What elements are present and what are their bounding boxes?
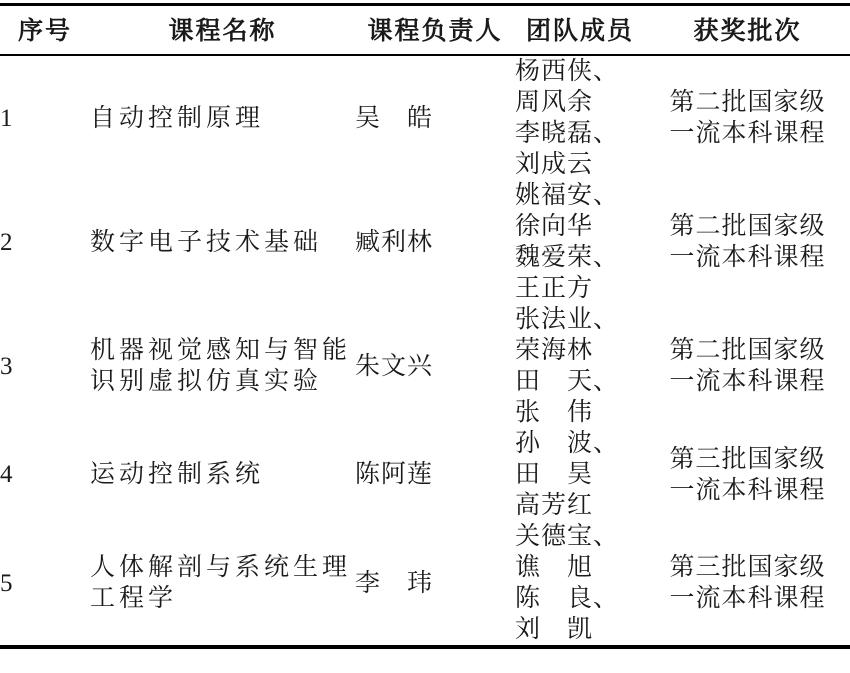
team-members	[515, 521, 645, 647]
header-row	[0, 5, 850, 56]
header-award-batch: 获奖批次	[645, 5, 850, 56]
text-line: 孙 波、	[515, 430, 620, 457]
course-name	[90, 55, 355, 180]
text-line: 工程学	[90, 585, 178, 612]
text-line: 张 伟	[515, 399, 594, 426]
table-header	[0, 5, 850, 56]
text-line: 杨西侠、	[515, 58, 620, 85]
team-members	[515, 180, 645, 304]
text-line: 一流本科课程	[669, 368, 826, 395]
header-no: 序号	[0, 5, 90, 56]
text-line: 运动控制系统	[90, 461, 265, 488]
awards-table	[0, 3, 850, 649]
header-course-leader: 课程负责人	[355, 5, 515, 56]
text-line: 识别虚拟仿真实验	[90, 368, 323, 395]
text-line: 陈 良、	[515, 585, 620, 612]
text-line: 徐向华	[515, 213, 594, 240]
text-line: 机器视觉感知与智能	[90, 337, 352, 364]
row-number: 1	[0, 104, 13, 132]
text-line: 第二批国家级	[669, 213, 826, 240]
text-line: 一流本科课程	[669, 585, 826, 612]
text-line: 荣海林	[515, 337, 594, 364]
text-line: 一流本科课程	[669, 244, 826, 271]
text-line: 刘成云	[515, 151, 594, 178]
table-row	[0, 428, 850, 521]
award-batch	[645, 180, 850, 304]
text-line: 人体解剖与系统生理	[90, 554, 352, 581]
course-name	[90, 180, 355, 304]
award-batch	[645, 55, 850, 180]
row-number: 4	[0, 461, 13, 488]
award-batch	[645, 521, 850, 647]
text-line: 第三批国家级	[669, 554, 826, 581]
row-number: 3	[0, 352, 13, 380]
text-line: 数字电子技术基础	[90, 228, 323, 256]
text-line: 关德宝、	[515, 523, 620, 550]
course-name	[90, 304, 355, 428]
table-row	[0, 55, 850, 180]
table-row	[0, 180, 850, 304]
row-number: 5	[0, 569, 13, 597]
header-team-members: 团队成员	[515, 5, 645, 56]
course-leader: 吴 皓	[355, 104, 434, 132]
course-name	[90, 521, 355, 647]
text-line: 张法业、	[515, 306, 620, 333]
course-leader: 陈阿莲	[355, 461, 434, 488]
text-line: 一流本科课程	[669, 476, 826, 504]
row-number: 2	[0, 228, 13, 256]
table-row	[0, 521, 850, 647]
text-line: 田 天、	[515, 368, 620, 395]
text-line: 周风余	[515, 89, 594, 116]
team-members	[515, 304, 645, 428]
table-body	[0, 55, 850, 647]
course-leader: 李 玮	[355, 569, 434, 597]
text-line: 谯 旭	[515, 554, 594, 581]
text-line: 姚福安、	[515, 182, 620, 209]
text-line: 高芳红	[515, 492, 594, 519]
header-course-name: 课程名称	[90, 5, 355, 56]
text-line: 魏爱荣、	[515, 244, 620, 271]
text-line: 王正方	[515, 275, 594, 302]
text-line: 刘 凯	[515, 616, 594, 643]
text-line: 第二批国家级	[669, 337, 826, 364]
text-line: 自动控制原理	[90, 104, 265, 132]
course-leader: 臧利林	[355, 228, 434, 256]
team-members	[515, 55, 645, 180]
text-line: 李晓磊、	[515, 120, 620, 147]
award-batch	[645, 428, 850, 521]
text-line: 田 昊	[515, 461, 594, 488]
text-line: 第二批国家级	[669, 89, 826, 116]
table-row	[0, 304, 850, 428]
text-line: 第三批国家级	[669, 445, 826, 473]
course-name	[90, 428, 355, 521]
team-members	[515, 428, 645, 521]
text-line: 一流本科课程	[669, 120, 826, 147]
award-batch	[645, 304, 850, 428]
course-leader: 朱文兴	[355, 352, 434, 380]
